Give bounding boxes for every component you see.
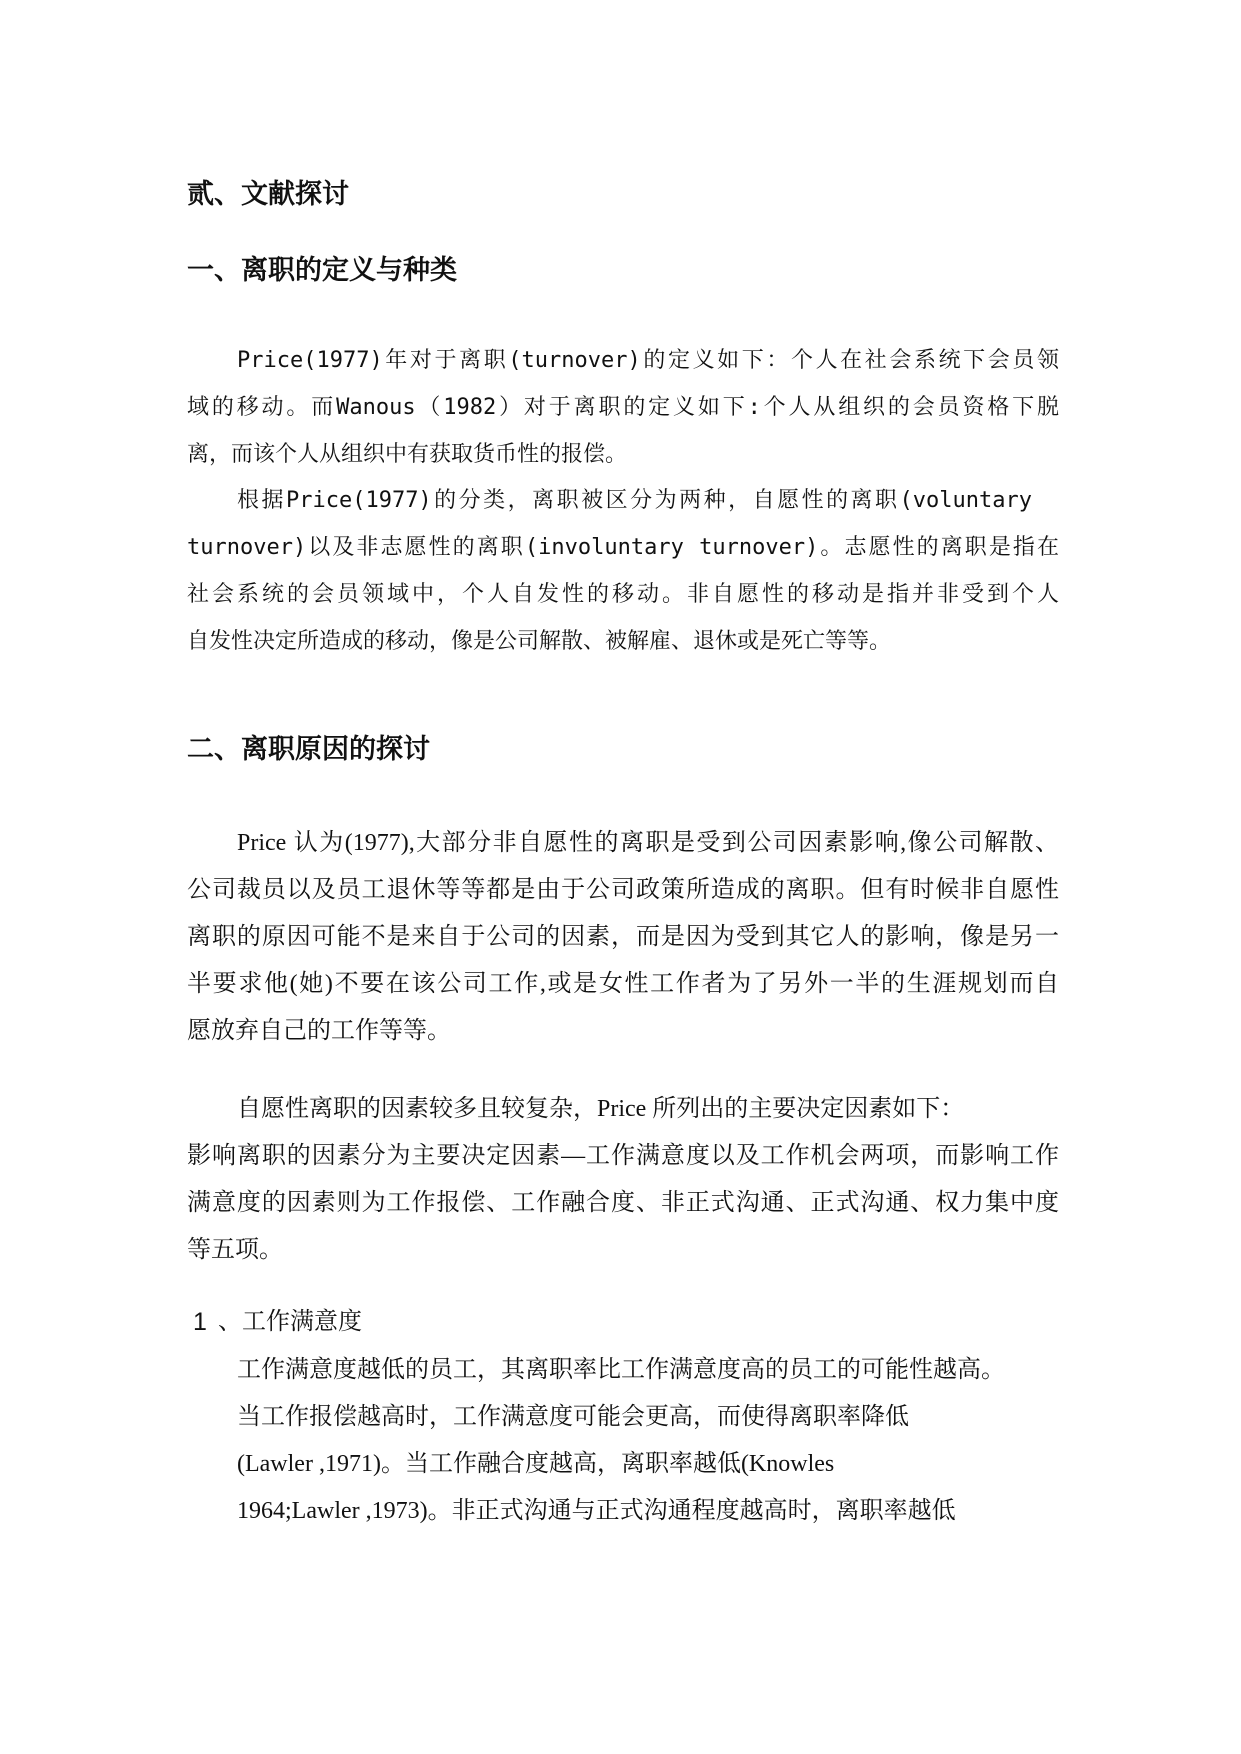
paragraph-line: 愿放弃自己的工作等等。 [187,1018,451,1044]
paragraph-line: 离，而该个人从组织中有获取货币性的报偿。 [187,442,628,467]
paragraph-line: 域的移动。而Wanous（1982）对于离职的定义如下:个人从组织的会员资格下脱 [187,395,1059,420]
subsection-heading-causes: 二、离职原因的探讨 [187,734,430,765]
list-item-line: 1964;Lawler ,1973)。非正式沟通与正式沟通程度越高时，离职率越低 [237,1498,956,1524]
paragraph-line: 社会系统的会员领域中，个人自发性的移动。非自愿性的移动是指并非受到个人 [187,582,1059,607]
paragraph-line: 满意度的因素则为工作报偿、工作融合度、非正式沟通、正式沟通、权力集中度 [187,1190,1059,1216]
paragraph-line: Price 认为(1977),大部分非自愿性的离职是受到公司因素影响,像公司解散、 [237,830,1059,856]
paragraph-line: turnover)以及非志愿性的离职(involuntary turnover)。志愿性的离职是指在 [187,535,1059,560]
paragraph-line: Price(1977)年对于离职(turnover)的定义如下：个人在社会系统下会员领 [237,348,1059,373]
list-item-title: 、工作满意度 [218,1309,362,1335]
paragraph-line: 离职的原因可能不是来自于公司的因素，而是因为受到其它人的影响，像是另一 [187,924,1059,950]
list-item-line: (Lawler ,1971)。当工作融合度越高，离职率越低(Knowles [237,1451,835,1477]
section-heading: 贰、文献探讨 [187,179,349,210]
subsection-heading-definition: 一、离职的定义与种类 [187,255,457,286]
paragraph-line: 等五项。 [187,1237,283,1263]
paragraph-line: 根据Price(1977)的分类，离职被区分为两种，自愿性的离职(voluntary [237,488,1032,513]
list-item-number: 1 [193,1308,207,1336]
list-item-line: 工作满意度越低的员工，其离职率比工作满意度高的员工的可能性越高。 [237,1357,1005,1383]
paragraph-line: 自愿性离职的因素较多且较复杂，Price 所列出的主要决定因素如下： [237,1096,965,1122]
paragraph-line: 公司裁员以及员工退休等等都是由于公司政策所造成的离职。但有时候非自愿性 [187,877,1059,903]
paragraph-line: 半要求他(她)不要在该公司工作,或是女性工作者为了另外一半的生涯规划而自 [187,971,1059,997]
paragraph-line: 自发性决定所造成的移动，像是公司解散、被解雇、退休或是死亡等等。 [187,629,892,654]
paragraph-line: 影响离职的因素分为主要决定因素—工作满意度以及工作机会两项，而影响工作 [187,1143,1059,1169]
list-item-line: 当工作报偿越高时，工作满意度可能会更高，而使得离职率降低 [237,1404,909,1430]
